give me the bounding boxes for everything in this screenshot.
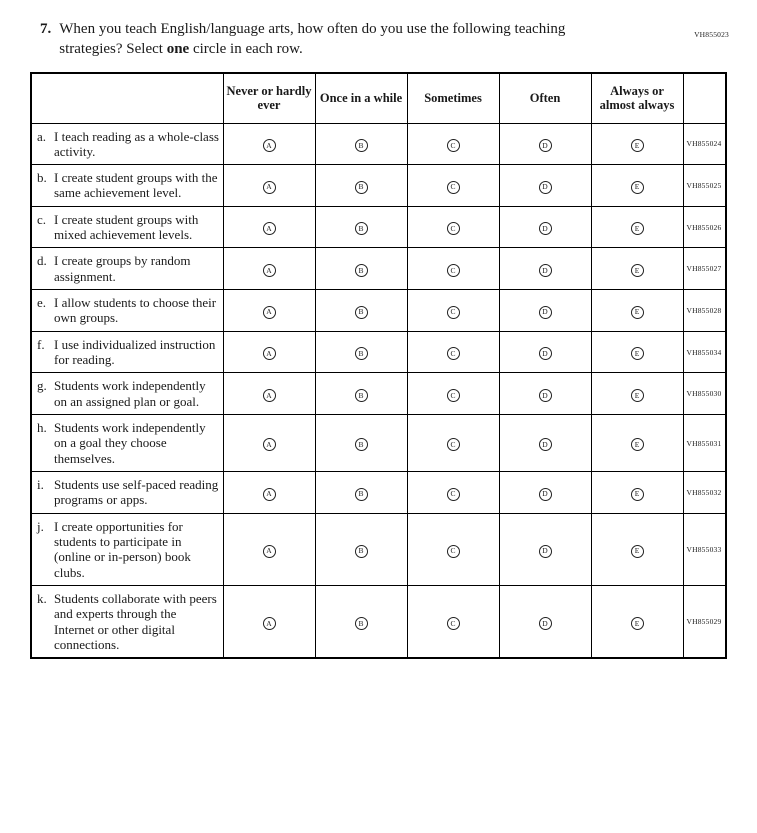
option-cell [223, 290, 315, 332]
response-circle-b[interactable]: B [355, 347, 368, 360]
response-circle-c[interactable]: C [447, 488, 460, 501]
option-cell [315, 586, 407, 659]
response-circle-c[interactable]: C [447, 264, 460, 277]
option-cell [315, 331, 407, 373]
response-circle-a[interactable]: A [263, 222, 276, 235]
response-circle-c[interactable]: C [447, 389, 460, 402]
row-text: I allow students to choose their own groups. [54, 295, 217, 326]
option-cell [591, 415, 683, 472]
column-header-often: Often [499, 73, 591, 123]
table-row [31, 123, 726, 165]
row-letter: j. [37, 518, 44, 534]
row-letter: k. [37, 591, 47, 607]
row-label-cell [31, 290, 223, 332]
row-letter: d. [37, 253, 47, 269]
response-circle-a[interactable]: A [263, 181, 276, 194]
row-letter: a. [37, 128, 47, 144]
response-circle-a[interactable]: A [263, 438, 276, 451]
column-header-never: Never or hardly ever [223, 73, 315, 123]
option-cell [407, 373, 499, 415]
option-cell [591, 165, 683, 207]
row-letter: c. [37, 211, 47, 227]
row-label-cell [31, 586, 223, 659]
response-circle-d[interactable]: D [539, 488, 552, 501]
row-letter: g. [37, 378, 47, 394]
row-code: VH855028 [683, 290, 726, 332]
row-code: VH855032 [683, 472, 726, 514]
option-cell [315, 472, 407, 514]
option-cell [499, 331, 591, 373]
response-circle-b[interactable]: B [355, 488, 368, 501]
table-row [31, 206, 726, 248]
row-text: I use individualized instruction for reading. [54, 336, 216, 368]
question-line2-pre: strategies? Select [59, 40, 167, 57]
option-cell [591, 586, 683, 659]
option-cell [223, 165, 315, 207]
option-cell [315, 248, 407, 290]
response-circle-a[interactable]: A [263, 617, 276, 630]
column-header-once: Once in a while [315, 73, 407, 123]
option-cell [499, 165, 591, 207]
row-label-cell [31, 206, 223, 248]
row-label-cell [31, 248, 223, 290]
row-text: I create opportunities for students to participate in (online or in-person) book clubs. [54, 518, 191, 580]
option-cell [591, 248, 683, 290]
table-row [31, 290, 726, 332]
option-cell [223, 248, 315, 290]
option-cell [591, 513, 683, 585]
response-circle-b[interactable]: B [355, 139, 368, 152]
option-cell [499, 472, 591, 514]
response-circle-b[interactable]: B [355, 306, 368, 319]
row-letter: h. [37, 420, 47, 436]
response-circle-c[interactable]: C [447, 545, 460, 558]
option-cell [591, 331, 683, 373]
response-circle-d[interactable]: D [539, 264, 552, 277]
response-circle-d[interactable]: D [539, 389, 552, 402]
option-cell [591, 373, 683, 415]
row-code: VH855034 [683, 331, 726, 373]
option-cell [315, 415, 407, 472]
option-cell [223, 513, 315, 585]
option-cell [407, 513, 499, 585]
response-circle-e[interactable]: E [631, 488, 644, 501]
response-circle-e[interactable]: E [631, 438, 644, 451]
option-cell [223, 586, 315, 659]
option-cell [499, 248, 591, 290]
option-cell [407, 248, 499, 290]
response-circle-d[interactable]: D [539, 438, 552, 451]
option-cell [223, 123, 315, 165]
question-line1: When you teach English/language arts, how often do you use the following teaching [59, 21, 566, 37]
response-circle-e[interactable]: E [631, 347, 644, 360]
table-row [31, 373, 726, 415]
response-circle-b[interactable]: B [355, 222, 368, 235]
option-cell [223, 415, 315, 472]
option-cell [591, 206, 683, 248]
row-text: I teach reading as a whole-class activity. [54, 128, 219, 159]
response-circle-e[interactable]: E [631, 181, 644, 194]
option-cell [499, 373, 591, 415]
option-cell [407, 331, 499, 373]
response-circle-a[interactable]: A [263, 347, 276, 360]
option-cell [499, 290, 591, 332]
response-circle-b[interactable]: B [355, 181, 368, 194]
row-letter: i. [37, 477, 44, 493]
row-label-cell [31, 123, 223, 165]
response-circle-e[interactable]: E [631, 139, 644, 152]
form-code: VH855023 [694, 30, 729, 39]
response-circle-e[interactable]: E [631, 306, 644, 319]
response-circle-e[interactable]: E [631, 264, 644, 277]
row-label-cell [31, 165, 223, 207]
option-cell [591, 290, 683, 332]
row-label-cell [31, 513, 223, 585]
response-circle-b[interactable]: B [355, 545, 368, 558]
response-circle-d[interactable]: D [539, 617, 552, 630]
row-text: Students collaborate with peers and experts through the Internet or other digital connections. [54, 591, 217, 653]
response-circle-d[interactable]: D [539, 347, 552, 360]
response-circle-e[interactable]: E [631, 545, 644, 558]
response-circle-b[interactable]: B [355, 438, 368, 451]
response-circle-d[interactable]: D [539, 181, 552, 194]
response-circle-c[interactable]: C [447, 181, 460, 194]
response-circle-b[interactable]: B [355, 617, 368, 630]
row-code: VH855026 [683, 206, 726, 248]
code-column-header [683, 73, 726, 123]
row-code: VH855027 [683, 248, 726, 290]
row-text: Students work independently on an assigned plan or goal. [54, 378, 206, 409]
option-cell [407, 586, 499, 659]
table-row [31, 415, 726, 472]
option-cell [407, 123, 499, 165]
survey-table-header [31, 73, 726, 123]
response-circle-a[interactable]: A [263, 488, 276, 501]
row-text: I create student groups with the same achievement level. [54, 170, 218, 201]
question-text [59, 20, 565, 59]
option-cell [223, 206, 315, 248]
response-circle-c[interactable]: C [447, 617, 460, 630]
response-circle-d[interactable]: D [539, 139, 552, 152]
response-circle-d[interactable]: D [539, 545, 552, 558]
option-cell [591, 123, 683, 165]
option-cell [223, 373, 315, 415]
option-cell [223, 472, 315, 514]
response-circle-b[interactable]: B [355, 389, 368, 402]
response-circle-c[interactable]: C [447, 222, 460, 235]
table-row [31, 586, 726, 659]
response-circle-c[interactable]: C [447, 347, 460, 360]
option-cell [407, 290, 499, 332]
row-code: VH855025 [683, 165, 726, 207]
survey-table [30, 72, 727, 659]
row-letter: b. [37, 170, 47, 186]
row-code: VH855024 [683, 123, 726, 165]
row-letter: e. [37, 295, 47, 311]
option-cell [591, 472, 683, 514]
table-row [31, 513, 726, 585]
response-circle-a[interactable]: A [263, 545, 276, 558]
row-code: VH855031 [683, 415, 726, 472]
header-row [31, 73, 726, 123]
option-cell [407, 415, 499, 472]
survey-table-body [31, 123, 726, 658]
response-circle-d[interactable]: D [539, 222, 552, 235]
row-text: Students work independently on a goal they choose themselves. [54, 420, 206, 466]
response-circle-c[interactable]: C [447, 306, 460, 319]
column-header-sometimes: Sometimes [407, 73, 499, 123]
option-cell [315, 290, 407, 332]
option-cell [315, 123, 407, 165]
question [40, 20, 757, 59]
option-cell [315, 206, 407, 248]
row-code: VH855033 [683, 513, 726, 585]
option-cell [499, 513, 591, 585]
response-circle-a[interactable]: A [263, 306, 276, 319]
table-row [31, 165, 726, 207]
option-cell [499, 415, 591, 472]
question-line2-post: circle in each row. [189, 40, 303, 57]
response-circle-c[interactable]: C [447, 438, 460, 451]
row-letter: f. [37, 336, 45, 352]
option-cell [223, 331, 315, 373]
response-circle-a[interactable]: A [263, 389, 276, 402]
table-row [31, 472, 726, 514]
option-cell [407, 165, 499, 207]
option-cell [315, 513, 407, 585]
corner-cell [31, 73, 223, 123]
question-number: 7. [40, 21, 52, 37]
column-header-always: Always or almost always [591, 73, 683, 123]
option-cell [499, 586, 591, 659]
row-code: VH855029 [683, 586, 726, 659]
question-bold-word: one [166, 40, 190, 57]
table-row [31, 248, 726, 290]
response-circle-e[interactable]: E [631, 222, 644, 235]
response-circle-e[interactable]: E [631, 389, 644, 402]
row-text: Students use self-paced reading programs or apps. [54, 477, 219, 508]
response-circle-d[interactable]: D [539, 306, 552, 319]
row-text: I create groups by random assignment. [54, 253, 191, 284]
option-cell [407, 206, 499, 248]
response-circle-c[interactable]: C [447, 139, 460, 152]
option-cell [499, 206, 591, 248]
option-cell [315, 373, 407, 415]
row-label-cell [31, 472, 223, 514]
row-text: I create student groups with mixed achievement levels. [54, 211, 199, 243]
response-circle-a[interactable]: A [263, 139, 276, 152]
option-cell [315, 165, 407, 207]
response-circle-e[interactable]: E [631, 617, 644, 630]
response-circle-b[interactable]: B [355, 264, 368, 277]
row-code: VH855030 [683, 373, 726, 415]
row-label-cell [31, 373, 223, 415]
row-label-cell [31, 331, 223, 373]
option-cell [499, 123, 591, 165]
table-row [31, 331, 726, 373]
option-cell [407, 472, 499, 514]
response-circle-a[interactable]: A [263, 264, 276, 277]
row-label-cell [31, 415, 223, 472]
